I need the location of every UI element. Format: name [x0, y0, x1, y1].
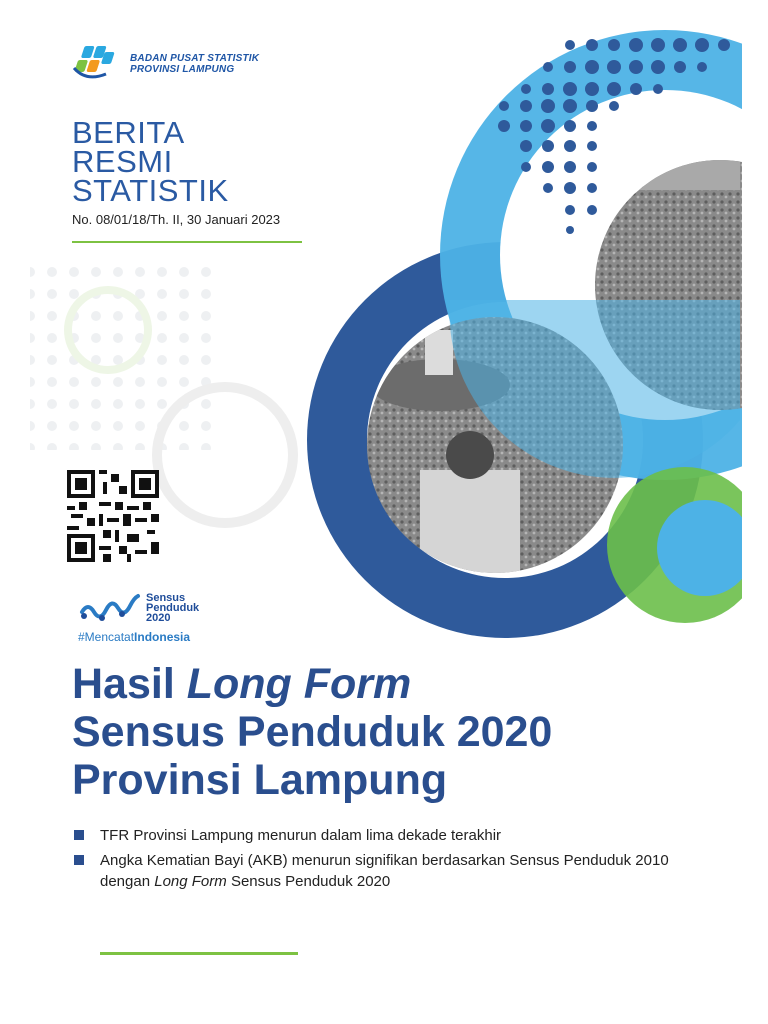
divider-top — [72, 241, 302, 243]
report-title-line3: Provinsi Lampung — [72, 756, 448, 804]
list-item — [72, 825, 692, 846]
release-number: No. 08/01/18/Th. II, 30 Januari 2023 — [72, 212, 281, 227]
census-logo-icon — [78, 590, 142, 624]
decorative-ring-grey — [157, 387, 293, 523]
series-title-line1: BERITA — [72, 115, 185, 150]
highlight-text-2-italic: Long Form — [154, 873, 227, 890]
series-title-line2: RESMI — [72, 144, 173, 179]
publication-series-title — [72, 115, 229, 208]
census-logo-line3: 2020 — [146, 612, 171, 624]
divider-bottom — [100, 952, 298, 955]
bullet-square-icon — [74, 855, 84, 865]
bullet-square-icon — [74, 830, 84, 840]
report-title-line2: Sensus Penduduk 2020 — [72, 708, 553, 756]
hashtag-prefix: #Mencatat — [78, 630, 135, 644]
org-name-line1: BADAN PUSAT STATISTIK — [130, 53, 260, 64]
highlight-text-1: TFR Provinsi Lampung menurun dalam lima dekade terakhir — [100, 827, 502, 844]
bps-logo-icon — [72, 42, 124, 84]
highlight-text-2-suffix: Sensus Penduduk 2020 — [226, 873, 391, 890]
list-item — [72, 850, 692, 892]
census-logo-line2: Penduduk — [146, 602, 200, 614]
report-title — [72, 660, 552, 804]
census-logo-text — [146, 593, 199, 623]
report-title-line1-italic: Long Form — [186, 660, 412, 708]
census-logo-line1: Sensus — [146, 592, 186, 604]
org-name-line2: PROVINSI LAMPUNG — [130, 64, 235, 75]
qr-code-icon[interactable] — [67, 470, 159, 562]
hashtag — [78, 630, 190, 644]
hashtag-bold: Indonesia — [134, 630, 191, 644]
highlight-text-2-prefix: Angka Kematian Bayi (AKB) menurun signifikan berdasarkan Sensus Penduduk 2010 dengan — [100, 852, 669, 890]
series-title-line3: STATISTIK — [72, 173, 229, 208]
org-name — [130, 53, 259, 75]
report-title-line1 — [72, 660, 552, 708]
highlights-list — [72, 825, 692, 896]
report-title-line1-prefix: Hasil — [72, 660, 187, 708]
